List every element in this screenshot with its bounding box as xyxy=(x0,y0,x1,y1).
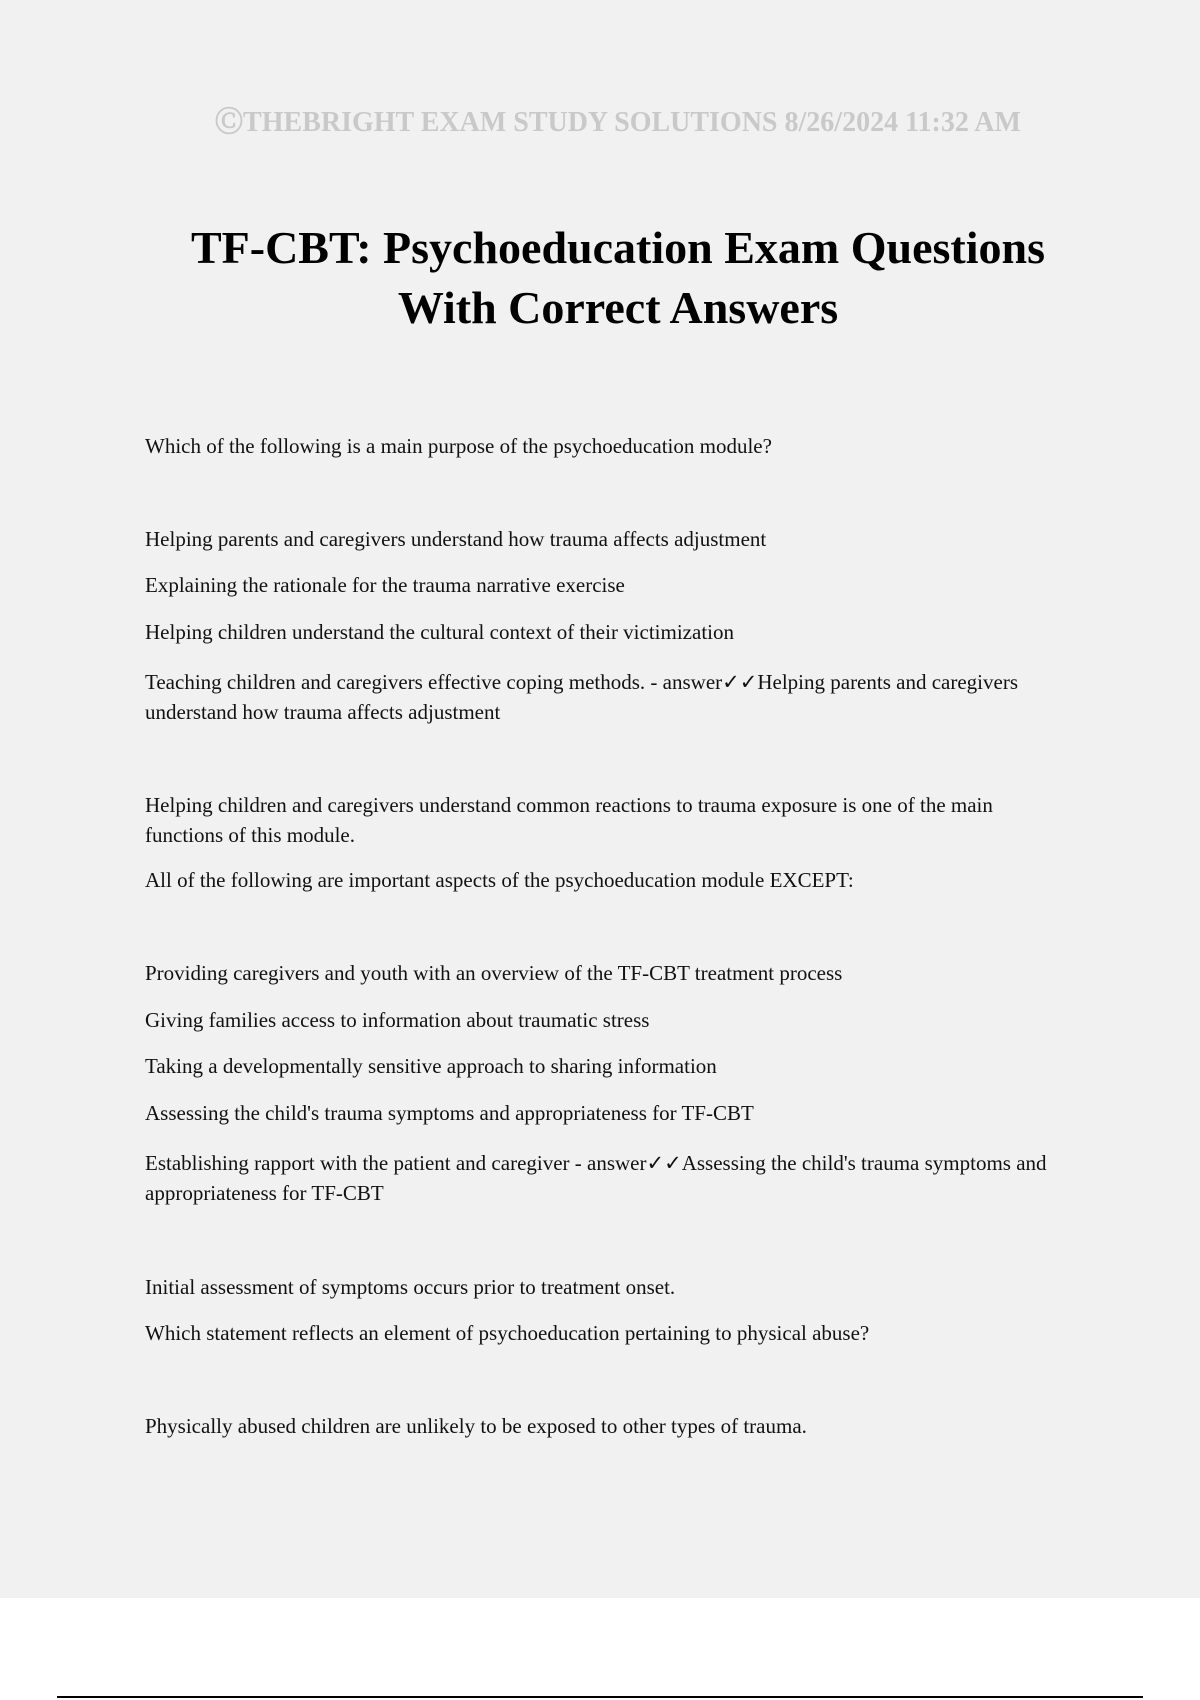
page-title xyxy=(120,218,1116,338)
question-3: Which statement reflects an element of psychoeducation pertaining to physical abuse? xyxy=(145,1321,870,1345)
q2-option-2: Giving families access to information about traumatic stress xyxy=(145,1008,650,1032)
watermark: ⒸTHEBRIGHT EXAM STUDY SOLUTIONS 8/26/2024 11:32 AM xyxy=(215,107,1021,138)
question-1: Which of the following is a main purpose of the psychoeducation module? xyxy=(145,434,772,458)
q1-option-1: Helping parents and caregivers understand how trauma affects adjustment xyxy=(145,527,767,551)
footer-divider xyxy=(57,1696,1143,1698)
title-line-1: TF-CBT: Psychoeducation Exam Questions xyxy=(190,222,1046,273)
q1-option-3: Helping children understand the cultural context of their victimization xyxy=(145,620,734,644)
q2-option-4: Assessing the child's trauma symptoms and appropriateness for TF-CBT xyxy=(145,1101,754,1125)
question-2: All of the following are important aspects of the psychoeducation module EXCEPT: xyxy=(145,868,854,892)
q1-option-4-answer: Teaching children and caregivers effective coping methods. - answer✓✓Helping parents and caregivers understand how trauma affects adjustment xyxy=(145,670,1018,724)
q2-option-3: Taking a developmentally sensitive approach to sharing information xyxy=(145,1054,717,1078)
q2-option-1: Providing caregivers and youth with an overview of the TF-CBT treatment process xyxy=(145,961,843,985)
q2-option-5-answer: Establishing rapport with the patient and caregiver - answer✓✓Assessing the child's trauma symptoms and appropriateness for TF-CBT xyxy=(145,1151,1047,1205)
title-line-2: With Correct Answers xyxy=(397,282,839,333)
q1-explanation: Helping children and caregivers understand common reactions to trauma exposure is one of the main functions of this module. xyxy=(145,793,993,847)
q2-explanation: Initial assessment of symptoms occurs prior to treatment onset. xyxy=(145,1275,676,1299)
q1-option-2: Explaining the rationale for the trauma narrative exercise xyxy=(145,573,625,597)
q3-option-1: Physically abused children are unlikely to be exposed to other types of trauma. xyxy=(145,1414,807,1438)
